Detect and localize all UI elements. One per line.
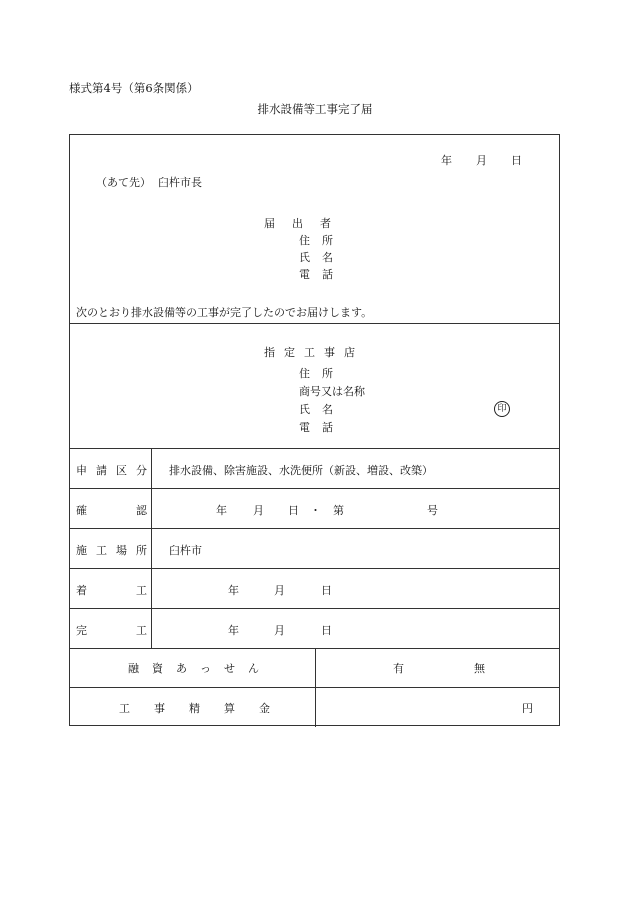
settlement-label-1: 工 — [119, 702, 130, 715]
site-label-3: 場 — [116, 544, 127, 557]
financing-label-2: 資 — [152, 662, 163, 675]
contractor-address-label-1: 住 — [299, 367, 310, 380]
contractor-heading-2: 定 — [284, 346, 295, 359]
contractor-phone-label-2: 話 — [322, 421, 333, 434]
form-number: 様式第4号（第6条関係） — [69, 81, 199, 95]
applicant-address-label-2: 所 — [322, 234, 333, 247]
financing-label-3: あ — [176, 662, 187, 675]
completion-month-label: 月 — [274, 624, 285, 637]
statement: 次のとおり排水設備等の工事が完了したのでお届けします。 — [76, 306, 373, 319]
addressee-label: （あて先） — [96, 176, 151, 189]
contractor-address-label-2: 所 — [322, 367, 333, 380]
date-day-label: 日 — [511, 154, 522, 167]
divider — [70, 568, 559, 569]
settlement-unit: 円 — [522, 702, 533, 715]
applicant-phone-label-2: 話 — [322, 268, 333, 281]
applicant-heading-2: 出 — [292, 217, 303, 230]
contractor-heading-4: 事 — [324, 346, 335, 359]
applicant-phone-label-1: 電 — [299, 268, 310, 281]
site-label-4: 所 — [136, 544, 147, 557]
confirmation-month-label: 月 — [253, 504, 264, 517]
confirmation-day-label: 日 — [288, 504, 299, 517]
start-day-label: 日 — [321, 584, 332, 597]
divider — [70, 448, 559, 449]
confirmation-label-1: 確 — [76, 504, 87, 517]
site-label-1: 施 — [76, 544, 87, 557]
column-divider — [315, 648, 316, 727]
category-label-3: 区 — [116, 464, 127, 477]
start-label-2: 工 — [136, 584, 147, 597]
site-value: 臼杵市 — [169, 544, 202, 557]
confirmation-no-prefix: 第 — [333, 504, 344, 517]
contractor-heading-1: 指 — [264, 346, 275, 359]
completion-year-label: 年 — [228, 624, 239, 637]
divider — [70, 488, 559, 489]
financing-option-no: 無 — [474, 662, 485, 675]
divider — [70, 528, 559, 529]
addressee: 臼杵市長 — [158, 176, 202, 189]
contractor-heading-3: 工 — [304, 346, 315, 359]
date-year-label: 年 — [441, 154, 452, 167]
confirmation-no-suffix: 号 — [427, 504, 438, 517]
applicant-heading-3: 者 — [320, 217, 331, 230]
divider — [70, 323, 559, 324]
completion-label-2: 工 — [136, 624, 147, 637]
confirmation-year-label: 年 — [216, 504, 227, 517]
confirmation-dot: ・ — [310, 504, 321, 517]
start-month-label: 月 — [274, 584, 285, 597]
financing-option-yes: 有 — [393, 662, 404, 675]
date-month-label: 月 — [476, 154, 487, 167]
category-value: 排水設備、除害施設、水洗便所（新設、増設、改築） — [169, 464, 433, 477]
start-label-1: 着 — [76, 584, 87, 597]
start-year-label: 年 — [228, 584, 239, 597]
category-label-2: 請 — [96, 464, 107, 477]
seal-mark: 印 — [494, 401, 510, 417]
confirmation-label-2: 認 — [136, 504, 147, 517]
form-frame — [69, 134, 560, 726]
contractor-name-label-2: 名 — [322, 403, 333, 416]
contractor-phone-label-1: 電 — [299, 421, 310, 434]
settlement-label-5: 金 — [259, 702, 270, 715]
financing-label-4: っ — [200, 662, 211, 675]
settlement-label-2: 事 — [154, 702, 165, 715]
financing-label-5: せ — [224, 662, 235, 675]
category-label-4: 分 — [136, 464, 147, 477]
financing-label-1: 融 — [128, 662, 139, 675]
completion-day-label: 日 — [321, 624, 332, 637]
settlement-label-4: 算 — [224, 702, 235, 715]
category-label-1: 申 — [76, 464, 87, 477]
contractor-name-label-1: 氏 — [299, 403, 310, 416]
applicant-address-label-1: 住 — [299, 234, 310, 247]
column-divider — [151, 448, 152, 648]
completion-label-1: 完 — [76, 624, 87, 637]
divider — [70, 608, 559, 609]
applicant-name-label-2: 名 — [322, 251, 333, 264]
contractor-heading-5: 店 — [344, 346, 355, 359]
applicant-name-label-1: 氏 — [299, 251, 310, 264]
financing-label-6: ん — [248, 662, 259, 675]
site-label-2: 工 — [96, 544, 107, 557]
form-title: 排水設備等工事完了届 — [257, 102, 373, 116]
settlement-label-3: 精 — [189, 702, 200, 715]
applicant-heading-1: 届 — [264, 217, 275, 230]
contractor-business-name-label: 商号又は名称 — [299, 385, 365, 398]
